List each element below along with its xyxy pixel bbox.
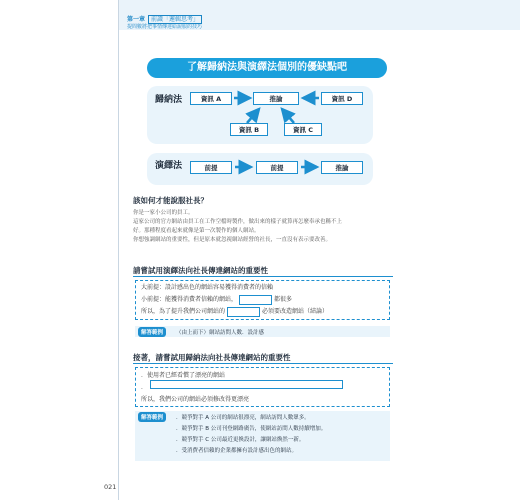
page-title: 了解歸納法與演繹法個別的優缺點吧 xyxy=(147,58,387,78)
arrow-c-to-inference xyxy=(282,109,294,123)
answer-line: ．競爭對手 B 公司刊登網路廣告，使網站訪問人數持續增加。 xyxy=(176,426,327,432)
node-info-d: 資訊 D xyxy=(321,92,363,105)
minor-premise xyxy=(141,294,292,305)
node-premise-2: 前提 xyxy=(256,161,298,174)
blank-input-2[interactable] xyxy=(227,307,260,317)
page-edge xyxy=(118,0,119,500)
node-info-b: 資訊 B xyxy=(230,123,268,136)
question-line: 好。那種程度看起來就像是第一次製作的個人網站。 xyxy=(133,228,260,234)
node-premise-1: 前提 xyxy=(190,161,232,174)
induction-premise-1: ．使用者已經看慣了漂亮的網站 xyxy=(141,372,226,379)
chapter-subtitle: 提問數將把事情傳達給說服的技巧 xyxy=(127,24,203,30)
major-premise: 大前提：設計感出色的網站容易獲得消費者的信賴 xyxy=(141,284,274,291)
induction-premise-2: ． xyxy=(141,384,148,391)
answer-line: ．競爭對手 C 公司最近更換設計，讓網站煥然一新。 xyxy=(176,437,305,443)
page-number: 021 xyxy=(104,483,117,491)
question-line: 這家公司的官方網站由員工在工作空檔時製作，做出來的樣子就算再怎麼奉承也稱不上 xyxy=(133,219,343,225)
chapter-number: 第一章 xyxy=(127,16,146,23)
deduction-exercise-title: 請嘗試用演繹法向社長傳達網站的重要性 xyxy=(133,266,268,275)
minor-premise-after: 都很多 xyxy=(274,296,293,303)
question-line: 你是一家小公司的員工。 xyxy=(133,210,194,216)
blank-input-1[interactable] xyxy=(239,295,272,305)
induction-conclusion: 所以，我們公司的網站必須修改得更漂亮 xyxy=(141,396,250,403)
conclusion-after: 必須要改造網站（結論） xyxy=(262,308,329,315)
answer-tag-2: 解答範例 xyxy=(138,412,166,422)
chapter-tag: 前識「邏輯思考」 xyxy=(148,15,202,24)
section-rule xyxy=(133,363,393,364)
conclusion xyxy=(141,306,328,317)
deduction-label: 演繹法 xyxy=(155,161,183,171)
answer-line: ．競爭對手 A 公司的網站很漂亮，網站訪問人數眾多。 xyxy=(176,415,310,421)
deduction-arrows xyxy=(147,153,373,185)
answer-line: ．受消費者信賴的企業都擁有設計感出色的網站。 xyxy=(176,448,298,454)
answer-tag-1: 解答範例 xyxy=(138,327,166,337)
question-title: 該如何才能說服社長？ xyxy=(133,196,208,205)
node-info-a: 資訊 A xyxy=(190,92,232,105)
induction-exercise-title: 接著，請嘗試用歸納法向社長傳達網站的重要性 xyxy=(133,353,291,362)
induction-label: 歸納法 xyxy=(155,95,183,105)
blank-input-3[interactable] xyxy=(150,380,343,389)
induction-arrows xyxy=(147,86,373,144)
node-info-c: 資訊 C xyxy=(284,123,322,136)
node-deduction-inference: 推論 xyxy=(321,161,363,174)
answer-text-1: （由上而下）網站訪問人數．設計感 xyxy=(176,330,265,336)
node-inference: 推論 xyxy=(253,92,299,105)
question-line: 你想強調網站的重要性，但是原本就忽視網站經營的社長，一直沒有表示要改善。 xyxy=(133,237,332,243)
conclusion-before: 所以，為了提升我們公司網站的 xyxy=(141,308,226,315)
chapter-label xyxy=(127,14,202,23)
arrow-b-to-inference xyxy=(247,109,259,123)
section-rule xyxy=(133,276,393,277)
minor-premise-before: 小前提：能獲得消費者信賴的網站， xyxy=(141,296,238,303)
